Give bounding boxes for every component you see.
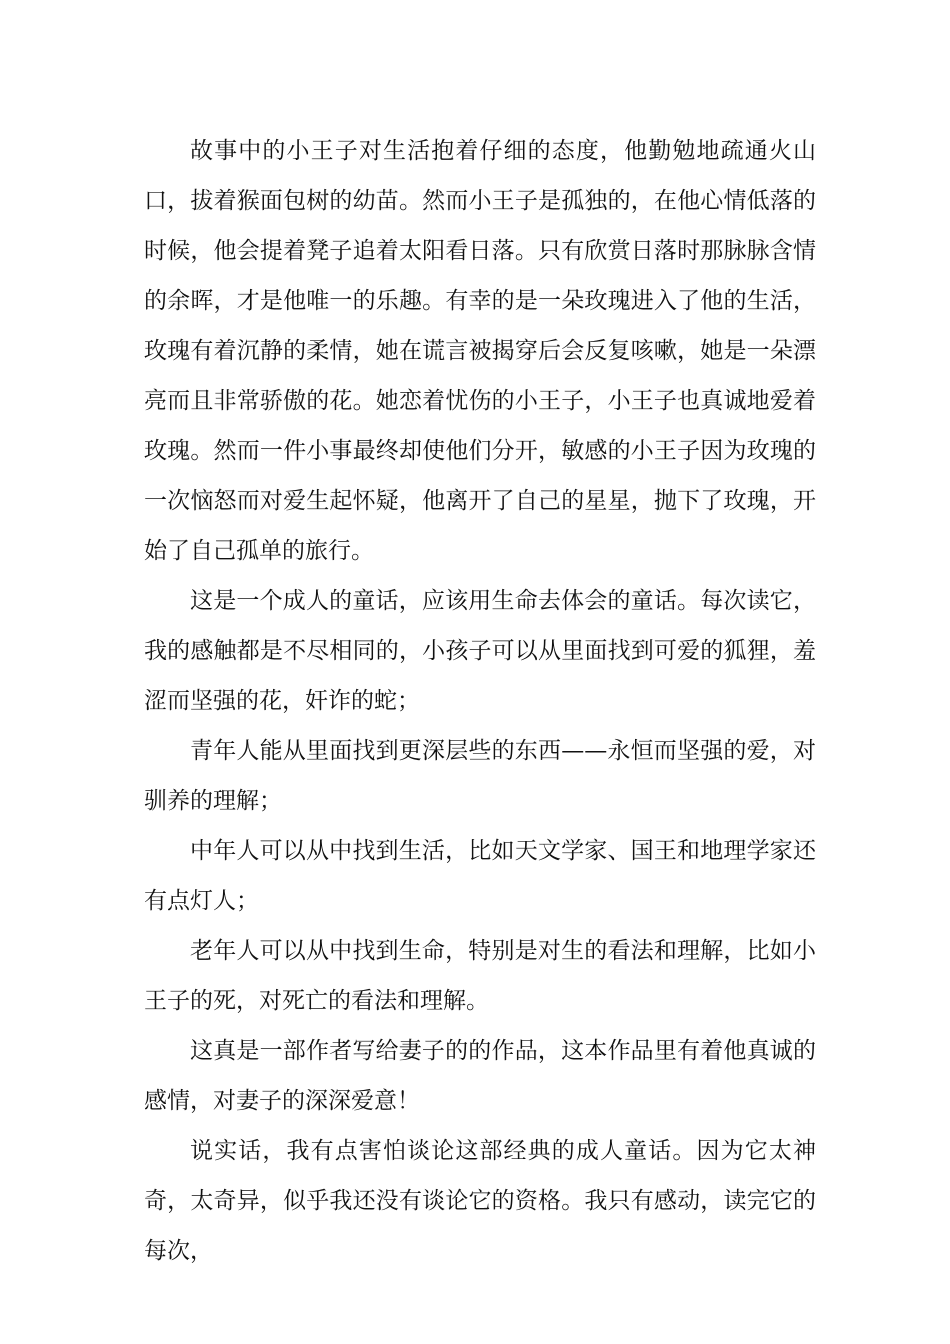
paragraph-5: 老年人可以从中找到生命，特别是对生的看法和理解，比如小王子的死，对死亡的看法和理解。	[144, 938, 816, 1014]
document-body	[144, 126, 816, 1276]
paragraph-7: 说实话，我有点害怕谈论这部经典的成人童话。因为它太神奇，太奇异，似乎我还没有谈论它的资格。我只有感动，读完它的每次，	[144, 1138, 816, 1264]
paragraph-2: 这是一个成人的童话，应该用生命去体会的童话。每次读它，我的感触都是不尽相同的，小孩子可以从里面找到可爱的狐狸，羞涩而坚强的花，奸诈的蛇；	[144, 588, 816, 714]
paragraph-3: 青年人能从里面找到更深层些的东西——永恒而坚强的爱，对驯养的理解；	[144, 738, 816, 814]
paragraph-1: 故事中的小王子对生活抱着仔细的态度，他勤勉地疏通火山口，拔着猴面包树的幼苗。然而小王子是孤独的，在他心情低落的时候，他会提着凳子追着太阳看日落。只有欣赏日落时那脉脉含情的余晖，才是他唯一的乐趣。有幸的是一朵玫瑰进入了他的生活，玫瑰有着沉静的柔情，她在谎言被揭穿后会反复咳嗽，她是一朵漂亮而且非常骄傲的花。她恋着忧伤的小王子，小王子也真诚地爱着玫瑰。然而一件小事最终却使他们分开，敏感的小王子因为玫瑰的一次恼怒而对爱生起怀疑，他离开了自己的星星，抛下了玫瑰，开始了自己孤单的旅行。	[144, 138, 816, 564]
paragraph-4: 中年人可以从中找到生活，比如天文学家、国王和地理学家还有点灯人；	[144, 838, 816, 914]
paragraph-6: 这真是一部作者写给妻子的的作品，这本作品里有着他真诚的感情，对妻子的深深爱意！	[144, 1038, 816, 1114]
